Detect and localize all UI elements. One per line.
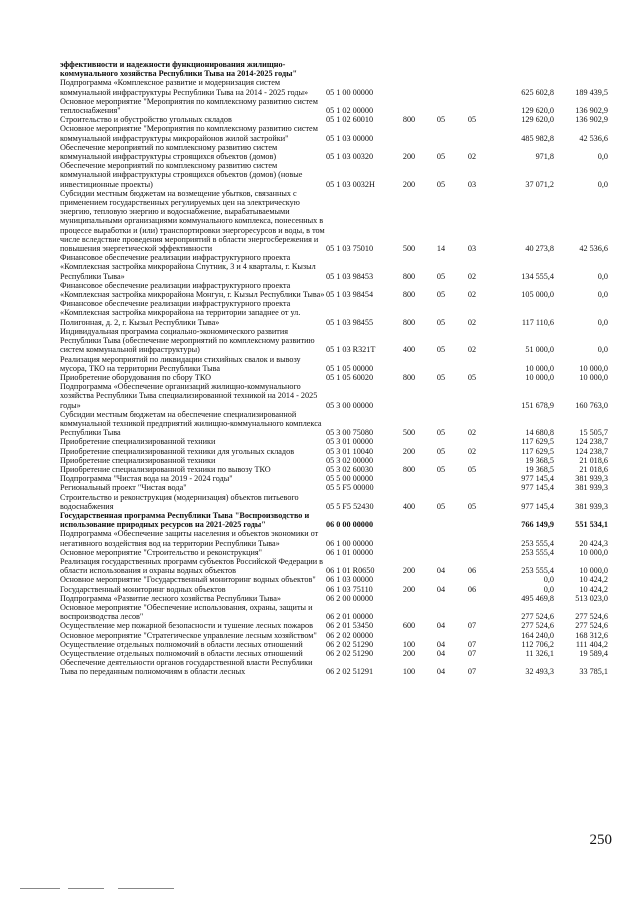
row-expense-type: 800 (402, 372, 416, 382)
row-amount-2: 0,0 (597, 179, 608, 189)
row-amount-2: 0,0 (597, 290, 608, 300)
row-amount-1: 253 555,4 (521, 538, 554, 548)
row-code: 05 3 02 60030 (326, 464, 374, 474)
row-subsection (456, 603, 488, 621)
table-row (60, 97, 608, 115)
row-amount-1: 277 524,6 (521, 621, 554, 631)
row-code: 06 2 02 51290 (326, 649, 374, 658)
row-amount-2 (554, 60, 608, 78)
row-subsection (456, 437, 488, 446)
row-expense-type: 200 (402, 566, 416, 576)
table-row (60, 658, 608, 676)
row-amount-2: 189 439,5 (575, 87, 608, 97)
row-expense-type (392, 124, 426, 142)
row-subsection: 02 (467, 317, 477, 327)
row-expense-type (392, 594, 426, 603)
row-amount-2: 0,0 (597, 345, 608, 355)
table-row (60, 373, 608, 382)
row-name: Приобретение специализированной техники для угольных складов (60, 446, 295, 456)
row-name: Субсидии местным бюджетам на обеспечение специализированной коммунальной техникой предприятий жилищно-коммунального комплекса Республики Тыва (60, 409, 322, 438)
table-row (60, 649, 608, 658)
row-amount-2: 111 404,2 (575, 639, 608, 649)
row-name: Государственный мониторинг водных объектов (60, 584, 226, 594)
row-name: Подпрограмма «Развитие лесного хозяйства Республики Тыва» (60, 593, 281, 603)
row-expense-type (392, 78, 426, 96)
table-row (60, 483, 608, 492)
row-expense-type (392, 575, 426, 584)
row-amount-1: 766 149,9 (521, 520, 554, 530)
row-amount-1: 32 493,3 (525, 667, 554, 677)
row-code: 05 3 01 00000 (326, 437, 374, 447)
table-row (60, 189, 608, 253)
row-amount-1: 164 240,0 (521, 630, 554, 640)
row-expense-type: 500 (402, 244, 416, 254)
row-amount-1: 40 273,8 (525, 244, 554, 254)
row-code: 06 1 03 75110 (326, 584, 373, 594)
row-amount-1: 19 368,5 (525, 455, 554, 465)
footer-rule (20, 888, 60, 889)
row-section: 05 (436, 152, 446, 162)
row-expense-type: 800 (402, 464, 416, 474)
table-row (60, 575, 608, 584)
row-amount-2: 277 524,6 (575, 612, 608, 622)
footer-rule (118, 888, 174, 889)
row-amount-2: 381 939,3 (575, 483, 608, 493)
row-expense-type (392, 437, 426, 446)
row-subsection: 03 (467, 244, 477, 254)
row-name: Основное мероприятие "Мероприятия по комплексному развитию систем коммунальной инфраструктуры микрорайонов жилой застройки" (60, 124, 318, 143)
row-subsection (456, 456, 488, 465)
row-section: 04 (436, 566, 446, 576)
table-row (60, 474, 608, 483)
row-subsection: 06 (467, 584, 477, 594)
row-expense-type (392, 548, 426, 557)
row-amount-2: 42 536,6 (579, 244, 608, 254)
row-expense-type: 100 (402, 639, 416, 649)
row-section (426, 575, 456, 584)
row-amount-2: 0,0 (597, 152, 608, 162)
row-expense-type (392, 456, 426, 465)
row-subsection: 02 (467, 271, 477, 281)
row-amount-2: 20 424,3 (579, 538, 608, 548)
row-code: 05 1 03 98453 (326, 271, 374, 281)
row-expense-type (392, 355, 426, 373)
row-code: 05 3 00 00000 (326, 400, 374, 410)
row-code (326, 60, 392, 78)
row-expense-type: 800 (402, 271, 416, 281)
row-amount-2: 0,0 (597, 317, 608, 327)
table-row (60, 355, 608, 373)
row-code: 06 2 01 53450 (326, 621, 374, 631)
row-name: Подпрограмма «Комплексное развитие и модернизация систем коммунальной инфраструктуры Республики Тыва на 2014 - 2025 годы» (60, 78, 309, 97)
row-section: 05 (436, 345, 446, 355)
row-expense-type (392, 382, 426, 410)
row-section (426, 594, 456, 603)
row-name: Обеспечение мероприятий по комплексному развитию систем коммунальной инфраструктуры строящихся объектов (домов) (новые инвестиционные проекты) (60, 161, 303, 189)
row-section (426, 382, 456, 410)
row-section (426, 124, 456, 142)
table-row (60, 124, 608, 142)
row-amount-1: 625 602,8 (521, 87, 554, 97)
row-code: 06 2 00 00000 (326, 593, 374, 603)
row-name: Региональный проект "Чистая вода" (60, 483, 187, 493)
row-amount-2: 10 000,0 (579, 372, 608, 382)
row-section (426, 603, 456, 621)
row-section (426, 511, 456, 529)
row-subsection: 05 (467, 501, 477, 511)
row-expense-type (392, 603, 426, 621)
row-subsection: 02 (467, 446, 477, 456)
row-name: Финансовое обеспечение реализации инфраструктурного проекта «Комплексная застройка микрорайона Монгун, г. Кызыл Республики Тыва» (60, 280, 325, 300)
row-expense-type: 400 (402, 345, 416, 355)
row-name: эффективности и надежности функционирования жилищно-коммунального хозяйства Республики Тыва на 2014-2025 годы" (60, 60, 298, 79)
row-amount-2: 513 023,0 (575, 593, 608, 603)
table-row (60, 640, 608, 649)
row-subsection (456, 78, 488, 96)
row-subsection: 02 (467, 290, 477, 300)
row-subsection (456, 529, 488, 547)
row-subsection (456, 97, 488, 115)
row-subsection (456, 474, 488, 483)
row-code: 05 1 03 R321Т (326, 345, 376, 355)
row-section: 14 (436, 244, 446, 254)
row-subsection: 06 (467, 566, 477, 576)
table-row (60, 60, 608, 78)
row-amount-1: 485 982,8 (521, 133, 554, 143)
row-expense-type: 200 (402, 446, 416, 456)
row-amount-1: 129 620,0 (521, 115, 554, 125)
row-expense-type: 600 (402, 621, 416, 631)
row-amount-1: 37 071,2 (525, 179, 554, 189)
row-section: 04 (436, 621, 446, 631)
row-expense-type (392, 60, 426, 78)
row-amount-2: 10 424,2 (579, 584, 608, 594)
row-code: 05 1 03 00320 (326, 152, 374, 162)
row-amount-1: 10 000,0 (525, 363, 554, 373)
table-row (60, 585, 608, 594)
row-name: Основное мероприятие "Обеспечение использования, охраны, защиты и воспроизводства лесов" (60, 602, 313, 622)
row-subsection (456, 60, 488, 78)
table-row (60, 410, 608, 438)
page-number: 250 (589, 832, 612, 848)
row-subsection (456, 382, 488, 410)
row-name: Подпрограмма "Чистая вода на 2019 - 2024 годы" (60, 474, 233, 484)
row-name: Финансовое обеспечение реализации инфраструктурного проекта «Комплексная застройка микрорайона на территории западнее от ул. Полигонная, д. 2, г. Кызыл Республики Тыва» (60, 299, 301, 327)
row-subsection (456, 511, 488, 529)
row-expense-type: 100 (402, 667, 416, 677)
row-expense-type (392, 511, 426, 529)
row-subsection: 05 (467, 464, 477, 474)
table-row (60, 382, 608, 410)
table-row (60, 161, 608, 189)
row-subsection: 02 (467, 428, 477, 438)
table-row (60, 557, 608, 575)
row-expense-type: 500 (402, 428, 416, 438)
table-row (60, 621, 608, 630)
row-amount-1: 10 000,0 (525, 372, 554, 382)
row-expense-type: 800 (402, 290, 416, 300)
table-row (60, 529, 608, 547)
row-subsection (456, 548, 488, 557)
table-row (60, 465, 608, 474)
footer-rule (68, 888, 104, 889)
row-section: 05 (436, 446, 446, 456)
row-section (426, 60, 456, 78)
row-name: Приобретение специализированной техники по вывозу ТКО (60, 464, 271, 474)
row-section (426, 437, 456, 446)
row-name: Основное мероприятие "Стратегическое управление лесным хозяйством" (60, 630, 317, 640)
row-amount-1: 117 110,6 (521, 317, 554, 327)
row-code: 06 2 01 00000 (326, 612, 374, 622)
row-amount-1: 129 620,0 (521, 106, 554, 116)
row-amount-2: 10 000,0 (579, 363, 608, 373)
table-row (60, 447, 608, 456)
row-name: Обеспечение деятельности органов государственной власти Республики Тыва по переданным полномочиям в области лесных (60, 658, 313, 677)
row-section (426, 529, 456, 547)
row-subsection: 07 (467, 667, 477, 677)
row-expense-type (392, 529, 426, 547)
row-code: 05 1 05 60020 (326, 372, 374, 382)
row-section: 05 (436, 428, 446, 438)
row-expense-type: 200 (402, 649, 416, 658)
row-amount-1: 253 555,4 (521, 566, 554, 576)
row-amount-1: 117 629,5 (521, 446, 554, 456)
row-code: 06 1 03 00000 (326, 575, 374, 585)
row-name: Подпрограмма «Обеспечение организаций жилищно-коммунального хозяйства Республики Тыва специализированной техникой на 2014 - 2025 годы» (60, 382, 318, 410)
row-code: 05 1 02 60010 (326, 115, 374, 125)
row-code: 05 5 00 00000 (326, 474, 374, 484)
row-expense-type (392, 631, 426, 640)
row-subsection (456, 355, 488, 373)
row-code: 05 1 05 00000 (326, 363, 374, 373)
row-section: 05 (436, 271, 446, 281)
row-code: 05 1 03 00000 (326, 133, 374, 143)
row-code: 06 2 02 51290 (326, 639, 374, 649)
row-subsection (456, 124, 488, 142)
row-name: Реализация государственных программ субъектов Российской Федерации в области использования и охраны водных объектов (60, 556, 324, 576)
row-section: 04 (436, 639, 446, 649)
row-name: Основное мероприятие "Мероприятия по комплексному развитию систем теплоснабжения" (60, 96, 318, 116)
row-amount-2: 21 018,6 (579, 464, 608, 474)
table-row (60, 115, 608, 124)
row-subsection (456, 594, 488, 603)
table-row (60, 437, 608, 446)
row-section (426, 456, 456, 465)
row-code: 06 2 02 51291 (326, 667, 374, 677)
row-expense-type: 400 (402, 501, 416, 511)
row-expense-type: 800 (402, 317, 416, 327)
row-name: Реализация мероприятий по ликвидации стихийных свалок и вывозу мусора, ТКО на территории Республики Тыва (60, 354, 301, 373)
row-section (426, 355, 456, 373)
table-row (60, 548, 608, 557)
row-name: Приобретение оборудования по сбору ТКО (60, 372, 211, 382)
row-subsection (456, 631, 488, 640)
row-code: 05 3 00 75080 (326, 428, 374, 438)
row-code: 05 3 01 10040 (326, 446, 374, 456)
table-row (60, 493, 608, 511)
row-name: Приобретение специализированной техники (60, 437, 216, 447)
row-amount-2: 10 424,2 (579, 575, 608, 585)
row-subsection: 07 (467, 649, 477, 658)
row-code: 05 1 02 00000 (326, 106, 374, 116)
row-section (426, 631, 456, 640)
row-amount-1: 0,0 (543, 584, 554, 594)
row-subsection: 02 (467, 345, 477, 355)
row-expense-type: 200 (402, 179, 416, 189)
row-name: Обеспечение мероприятий по комплексному развитию систем коммунальной инфраструктуры строящихся объектов (домов) (60, 142, 278, 162)
row-name: Приобретение специализированной техники (60, 455, 216, 465)
row-amount-2: 381 939,3 (575, 501, 608, 511)
row-code: 05 1 00 00000 (326, 87, 374, 97)
row-expense-type (392, 97, 426, 115)
row-amount-1: 151 678,9 (521, 400, 554, 410)
row-code: 05 5 F5 00000 (326, 483, 374, 493)
row-amount-1: 19 368,5 (525, 464, 554, 474)
table-row (60, 594, 608, 603)
row-code: 05 1 03 98455 (326, 317, 374, 327)
row-amount-2: 15 505,7 (579, 428, 608, 438)
row-name: Финансовое обеспечение реализации инфраструктурного проекта «Комплексная застройка микрорайона Спутник, 3 и 4 кварталы, г. Кызыл Республики Тыва» (60, 253, 316, 281)
row-amount-1: 134 555,4 (521, 271, 554, 281)
row-expense-type (392, 474, 426, 483)
row-amount-2: 168 312,6 (575, 630, 608, 640)
row-section (426, 78, 456, 96)
row-amount-1: 117 629,5 (521, 437, 554, 447)
row-amount-2: 136 902,9 (575, 106, 608, 116)
row-name: Государственная программа Республики Тыва "Воспроизводство и использование природных ресурсов на 2021-2025 годы" (60, 510, 310, 530)
budget-table (60, 60, 608, 677)
row-code: 05 3 02 00000 (326, 455, 374, 465)
row-subsection: 03 (467, 179, 477, 189)
row-subsection: 05 (467, 372, 477, 382)
table-row (60, 78, 608, 96)
row-subsection: 02 (467, 152, 477, 162)
table-row (60, 631, 608, 640)
row-code: 05 5 F5 52430 (326, 501, 374, 511)
row-code: 06 0 00 00000 (326, 520, 374, 530)
row-subsection: 07 (467, 621, 477, 631)
row-amount-2: 10 000,0 (579, 547, 608, 557)
row-section (426, 483, 456, 492)
row-name: Основное мероприятие "Строительство и реконструкция" (60, 547, 262, 557)
table-row (60, 511, 608, 529)
row-subsection: 07 (467, 639, 477, 649)
row-name: Строительство и обустройство угольных складов (60, 115, 232, 125)
row-section: 04 (436, 584, 446, 594)
row-name: Осуществление отдельных полномочий в области лесных отношений (60, 649, 303, 658)
row-amount-1: 11 326,1 (525, 649, 554, 658)
row-amount-2: 10 000,0 (579, 566, 608, 576)
row-subsection (456, 575, 488, 584)
row-section: 05 (436, 290, 446, 300)
row-section: 05 (436, 115, 446, 125)
row-subsection: 05 (467, 115, 477, 125)
row-amount-1: 495 469,8 (521, 593, 554, 603)
table-row (60, 456, 608, 465)
row-amount-1: 971,8 (535, 152, 554, 162)
row-code: 05 1 03 98454 (326, 290, 374, 300)
table-row (60, 253, 608, 281)
row-expense-type: 800 (402, 115, 416, 125)
table-row (60, 281, 608, 299)
table-row (60, 603, 608, 621)
row-amount-1: 977 145,4 (521, 474, 554, 484)
row-name: Подпрограмма «Обеспечение защиты населения и объектов экономики от негативного воздействия вод на территории Республики Тыва» (60, 529, 319, 548)
row-amount-2: 277 524,6 (575, 621, 608, 631)
table-row (60, 327, 608, 355)
table-row (60, 143, 608, 161)
row-code: 06 1 01 00000 (326, 547, 374, 557)
row-amount-2: 0,0 (597, 271, 608, 281)
row-expense-type: 200 (402, 584, 416, 594)
row-amount-1 (488, 60, 554, 78)
row-expense-type (392, 483, 426, 492)
row-amount-1: 0,0 (543, 575, 554, 585)
row-code: 05 1 03 0032Н (326, 179, 375, 189)
row-amount-1: 277 524,6 (521, 612, 554, 622)
row-section: 05 (436, 501, 446, 511)
row-amount-1: 977 145,4 (521, 501, 554, 511)
row-section (426, 97, 456, 115)
row-section: 05 (436, 179, 446, 189)
row-name: Индивидуальная программа социально-экономического развития Республики Тыва (обеспечение мероприятий по комплексному развитию систем коммунальной инфраструктуры) (60, 326, 315, 355)
row-amount-2: 124 238,7 (575, 437, 608, 447)
row-amount-1: 253 555,4 (521, 547, 554, 557)
budget-table-body (60, 60, 608, 677)
row-name: Основное мероприятие "Государственный мониторинг водных объектов" (60, 575, 316, 585)
row-section (426, 548, 456, 557)
row-code: 06 2 02 00000 (326, 630, 374, 640)
row-amount-1: 105 000,0 (521, 290, 554, 300)
row-amount-2: 42 536,6 (579, 133, 608, 143)
table-row (60, 299, 608, 327)
row-subsection (456, 483, 488, 492)
row-amount-1: 112 706,2 (521, 639, 554, 649)
row-code: 06 1 01 R0650 (326, 566, 375, 576)
row-amount-1: 51 000,0 (525, 345, 554, 355)
row-amount-2: 33 785,1 (579, 667, 608, 677)
row-section: 04 (436, 667, 446, 677)
row-amount-2: 21 018,6 (579, 455, 608, 465)
row-code: 05 1 03 75010 (326, 244, 374, 254)
row-section: 05 (436, 372, 446, 382)
row-amount-2: 381 939,3 (575, 474, 608, 484)
row-name: Строительство и реконструкция (модернизация) объектов питьевого водоснабжения (60, 492, 299, 511)
row-section: 05 (436, 464, 446, 474)
row-section: 05 (436, 317, 446, 327)
row-amount-2: 136 902,9 (575, 115, 608, 125)
row-amount-2: 551 534,1 (575, 520, 608, 530)
row-amount-2: 160 763,0 (575, 400, 608, 410)
row-name: Субсидии местным бюджетам на возмещение убытков, связанных с применением государственных регулируемых цен на электрическую энергию, тепловую энергию и водоснабжение, вырабатываемыми муниципальными организациями коммунального комплекса, понесенных в процессе выработки и (или) транспортировки энергоресурсов и воды, в том числе вследствие проведения мероприятий в области энергосбережения и повышения энергетической эффективности (60, 188, 325, 254)
row-expense-type: 200 (402, 152, 416, 162)
row-name: Осуществление мер пожарной безопасности и тушение лесных пожаров (60, 621, 313, 631)
row-code: 06 1 00 00000 (326, 538, 374, 548)
row-section: 04 (436, 649, 446, 658)
row-name: Осуществление отдельных полномочий в области лесных отношений (60, 639, 303, 649)
row-amount-1: 977 145,4 (521, 483, 554, 493)
row-amount-2: 19 589,4 (579, 649, 608, 658)
row-section (426, 474, 456, 483)
row-amount-1: 14 680,8 (525, 428, 554, 438)
row-amount-2: 124 238,7 (575, 446, 608, 456)
